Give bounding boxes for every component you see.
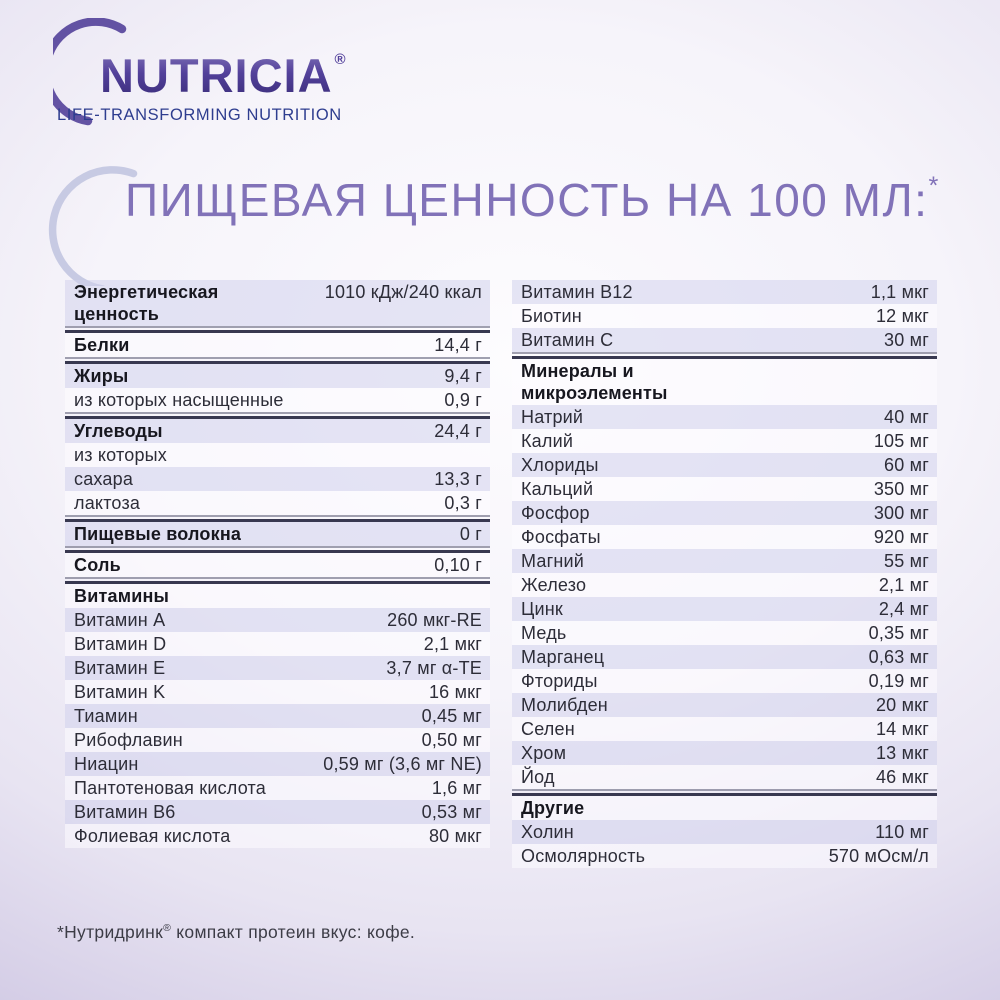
brand-wordmark: NUTRICIA: [100, 49, 333, 102]
table-row: [512, 820, 937, 844]
row-label: Йод: [521, 767, 555, 787]
table-row: [65, 388, 490, 412]
table-row: [512, 453, 937, 477]
row-value: 20 мкг: [875, 695, 929, 715]
footnote-text: компакт протеин вкус: кофе.: [171, 922, 416, 942]
table-row: [512, 573, 937, 597]
section-divider: [65, 412, 490, 419]
table-row: [65, 467, 490, 491]
row-label: Фосфаты: [521, 527, 601, 547]
row-value: 0,19 мг: [868, 671, 929, 691]
row-label: Тиамин: [74, 706, 138, 726]
table-row: [512, 844, 937, 868]
table-row: [512, 359, 937, 405]
row-value: 14 мкг: [875, 719, 929, 739]
row-value: 920 мг: [873, 527, 929, 547]
row-label: Рибофлавин: [74, 730, 183, 750]
table-row: [512, 280, 937, 304]
row-label: Белки: [74, 335, 130, 355]
table-row: [65, 728, 490, 752]
row-value: 3,7 мг α-TE: [386, 658, 482, 678]
row-label: Биотин: [521, 306, 582, 326]
nutrition-tables: [65, 280, 937, 868]
row-value: 46 мкг: [875, 767, 929, 787]
row-label: Кальций: [521, 479, 594, 499]
row-label: Минералы и микроэлементы: [521, 361, 668, 403]
row-value: 55 мг: [884, 551, 929, 571]
section-divider: [65, 515, 490, 522]
row-label: Медь: [521, 623, 567, 643]
table-row: [65, 553, 490, 577]
row-label: Жиры: [74, 366, 129, 386]
table-row: [512, 765, 937, 789]
row-label: Витамин A: [74, 610, 166, 630]
section-divider: [512, 789, 937, 796]
table-row: [512, 597, 937, 621]
table-row: [65, 280, 490, 326]
title-block: [0, 150, 1000, 280]
row-label: Цинк: [521, 599, 563, 619]
row-value: 2,1 мкг: [423, 634, 482, 654]
table-row: [512, 741, 937, 765]
row-label: Витамин C: [521, 330, 614, 350]
table-row: [512, 405, 937, 429]
row-label: Витамин E: [74, 658, 166, 678]
section-divider: [65, 357, 490, 364]
row-label: Витамин K: [74, 682, 166, 702]
table-row: [65, 704, 490, 728]
table-row: [65, 443, 490, 467]
table-row: [65, 680, 490, 704]
table-row: [512, 549, 937, 573]
row-label: Фосфор: [521, 503, 590, 523]
table-row: [512, 796, 937, 820]
row-value: 40 мг: [884, 407, 929, 427]
row-label: из которых: [74, 445, 168, 465]
row-value: 30 мг: [884, 330, 929, 350]
row-value: 0 г: [459, 524, 482, 544]
table-row: [65, 333, 490, 357]
page-title: [125, 172, 938, 227]
nutrition-table-left: [65, 280, 490, 848]
row-label: Натрий: [521, 407, 584, 427]
row-value: 80 мкг: [428, 826, 482, 846]
row-value: 0,9 г: [444, 390, 482, 410]
footnote: [57, 922, 415, 943]
row-label: Молибден: [521, 695, 608, 715]
row-value: 24,4 г: [434, 421, 482, 441]
row-label: Селен: [521, 719, 575, 739]
footnote-registered-mark: ®: [163, 922, 172, 934]
row-value: 2,1 мг: [878, 575, 929, 595]
row-label: Другие: [521, 798, 585, 818]
row-value: 0,53 мг: [421, 802, 482, 822]
row-value: 60 мг: [884, 455, 929, 475]
table-row: [512, 304, 937, 328]
table-row: [512, 501, 937, 525]
row-label: Хром: [521, 743, 567, 763]
row-value: 2,4 мг: [878, 599, 929, 619]
table-row: [65, 800, 490, 824]
row-value: 260 мкг-RE: [387, 610, 482, 630]
row-label: Фториды: [521, 671, 598, 691]
table-row: [512, 669, 937, 693]
table-row: [512, 693, 937, 717]
row-label: Пищевые волокна: [74, 524, 242, 544]
row-label: Осмолярность: [521, 846, 646, 866]
row-label: Железо: [521, 575, 587, 595]
row-label: Марганец: [521, 647, 605, 667]
row-value: 13 мкг: [875, 743, 929, 763]
row-value: 0,45 мг: [421, 706, 482, 726]
table-row: [512, 525, 937, 549]
row-value: 300 мг: [873, 503, 929, 523]
table-row: [65, 776, 490, 800]
section-divider: [65, 546, 490, 553]
row-label: Фолиевая кислота: [74, 826, 231, 846]
row-value: 105 мг: [873, 431, 929, 451]
row-value: 350 мг: [873, 479, 929, 499]
table-row: [65, 419, 490, 443]
row-label: Энергетическая ценность: [74, 282, 219, 324]
section-divider: [65, 326, 490, 333]
row-value: 13,3 г: [434, 469, 482, 489]
row-value: 110 мг: [875, 822, 929, 842]
table-row: [65, 584, 490, 608]
row-label: Холин: [521, 822, 574, 842]
table-row: [512, 328, 937, 352]
row-label: лактоза: [74, 493, 141, 513]
table-row: [512, 717, 937, 741]
row-value: 0,10 г: [434, 555, 482, 575]
row-label: Калий: [521, 431, 574, 451]
nutrition-table-right: [512, 280, 937, 868]
table-row: [65, 522, 490, 546]
row-value: 0,35 мг: [868, 623, 929, 643]
row-value: 12 мкг: [875, 306, 929, 326]
brand-tagline: LIFE-TRANSFORMING NUTRITION: [57, 106, 342, 124]
row-value: 570 мОсм/л: [828, 846, 929, 866]
row-label: Углеводы: [74, 421, 163, 441]
row-value: 0,59 мг (3,6 мг NE): [323, 754, 482, 774]
row-value: 1,6 мг: [431, 778, 482, 798]
footnote-prefix: *Нутридринк: [57, 922, 164, 942]
registered-mark: ®: [334, 51, 346, 68]
section-divider: [65, 577, 490, 584]
table-row: [512, 477, 937, 501]
row-value: 0,3 г: [444, 493, 482, 513]
row-value: 0,50 мг: [421, 730, 482, 750]
table-row: [65, 364, 490, 388]
nutricia-logo: [55, 18, 385, 138]
row-value: 9,4 г: [444, 366, 482, 386]
row-label: Хлориды: [521, 455, 599, 475]
row-value: 16 мкг: [428, 682, 482, 702]
row-label: Магний: [521, 551, 585, 571]
title-asterisk: *: [928, 172, 939, 200]
section-divider: [512, 352, 937, 359]
row-value: 0,63 мг: [868, 647, 929, 667]
row-label: Ниацин: [74, 754, 139, 774]
page-title-text: ПИЩЕВАЯ ЦЕННОСТЬ НА 100 МЛ:: [125, 174, 929, 226]
row-label: Витамин B6: [74, 802, 176, 822]
table-row: [65, 824, 490, 848]
table-row: [512, 645, 937, 669]
row-label: Пантотеновая кислота: [74, 778, 266, 798]
row-label: из которых насыщенные: [74, 390, 284, 410]
row-label: Витамин B12: [521, 282, 633, 302]
row-value: 1,1 мкг: [870, 282, 929, 302]
table-row: [512, 429, 937, 453]
table-row: [65, 656, 490, 680]
row-label: Витамин D: [74, 634, 167, 654]
table-row: [65, 491, 490, 515]
table-row: [65, 752, 490, 776]
row-label: Витамины: [74, 586, 170, 606]
table-row: [65, 632, 490, 656]
row-label: сахара: [74, 469, 134, 489]
table-row: [512, 621, 937, 645]
table-row: [65, 608, 490, 632]
row-label: Соль: [74, 555, 121, 575]
row-value: 14,4 г: [434, 335, 482, 355]
row-value: 1010 кДж/240 ккал: [324, 282, 482, 302]
